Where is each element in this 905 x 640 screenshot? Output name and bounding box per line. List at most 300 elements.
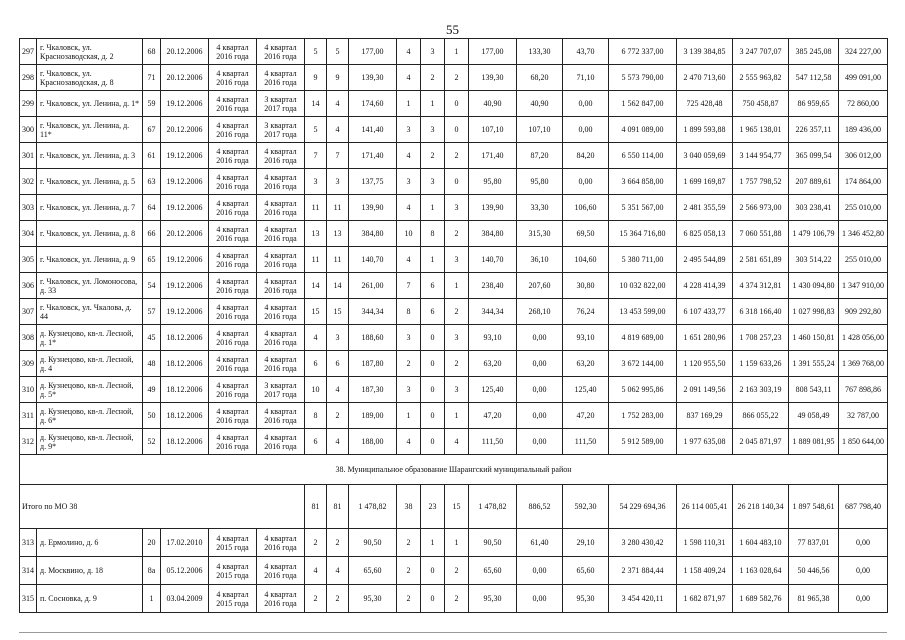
year-cell: 61 [143, 143, 161, 169]
value-cell: 11 [327, 247, 349, 273]
total-cell: 687 798,40 [839, 485, 888, 529]
value-cell: 2 [397, 557, 421, 585]
value-cell: 725 428,48 [677, 91, 733, 117]
row-number-cell: 314 [20, 557, 37, 585]
value-cell: 6 772 337,00 [609, 39, 677, 65]
start-term-cell: 4 квартал 2016 года [209, 91, 257, 117]
start-term-cell: 4 квартал 2015 года [209, 585, 257, 613]
date-cell: 18.12.2006 [161, 325, 209, 351]
value-cell: 10 [397, 221, 421, 247]
value-cell: 1 120 955,50 [677, 351, 733, 377]
value-cell: 1 346 452,80 [839, 221, 888, 247]
value-cell: 95,80 [469, 169, 517, 195]
value-cell: 140,70 [469, 247, 517, 273]
address-cell: д. Кузнецово, кв-л. Лесной, д. 9* [37, 429, 143, 455]
table-row [20, 273, 888, 299]
value-cell: 7 [305, 143, 327, 169]
value-cell: 2 [445, 65, 469, 91]
value-cell: 4 [397, 39, 421, 65]
value-cell: 6 550 114,00 [609, 143, 677, 169]
value-cell: 207,60 [517, 273, 563, 299]
year-cell: 68 [143, 39, 161, 65]
row-number-cell: 299 [20, 91, 37, 117]
value-cell: 3 [397, 325, 421, 351]
value-cell: 255 010,00 [839, 195, 888, 221]
value-cell: 7 060 551,88 [733, 221, 789, 247]
year-cell: 59 [143, 91, 161, 117]
value-cell: 1 027 998,83 [789, 299, 839, 325]
value-cell: 2 495 544,89 [677, 247, 733, 273]
value-cell: 1 158 409,24 [677, 557, 733, 585]
value-cell: 95,30 [563, 585, 609, 613]
value-cell: 68,20 [517, 65, 563, 91]
value-cell: 0 [445, 117, 469, 143]
value-cell: 315,30 [517, 221, 563, 247]
value-cell: 4 [327, 557, 349, 585]
table-row [20, 169, 888, 195]
value-cell: 10 032 822,00 [609, 273, 677, 299]
start-term-cell: 4 квартал 2016 года [209, 143, 257, 169]
end-term-cell: 4 квартал 2016 года [257, 429, 305, 455]
value-cell: 2 581 651,89 [733, 247, 789, 273]
row-number-cell: 308 [20, 325, 37, 351]
value-cell: 7 [327, 143, 349, 169]
value-cell: 177,00 [349, 39, 397, 65]
table-row [20, 377, 888, 403]
start-term-cell: 4 квартал 2016 года [209, 221, 257, 247]
value-cell: 177,00 [469, 39, 517, 65]
value-cell: 8 [397, 299, 421, 325]
start-term-cell: 4 квартал 2016 года [209, 65, 257, 91]
value-cell: 1 682 871,97 [677, 585, 733, 613]
year-cell: 64 [143, 195, 161, 221]
value-cell: 174,60 [349, 91, 397, 117]
year-cell: 63 [143, 169, 161, 195]
value-cell: 125,40 [563, 377, 609, 403]
table-row [20, 91, 888, 117]
start-term-cell: 4 квартал 2016 года [209, 247, 257, 273]
value-cell: 837 169,29 [677, 403, 733, 429]
value-cell: 33,30 [517, 195, 563, 221]
value-cell: 6 [421, 299, 445, 325]
value-cell: 2 [445, 143, 469, 169]
row-number-cell: 315 [20, 585, 37, 613]
value-cell: 6 107 433,77 [677, 299, 733, 325]
value-cell: 499 091,00 [839, 65, 888, 91]
value-cell: 3 [327, 325, 349, 351]
start-term-cell: 4 квартал 2016 года [209, 39, 257, 65]
row-number-cell: 310 [20, 377, 37, 403]
value-cell: 11 [305, 247, 327, 273]
value-cell: 4 [397, 429, 421, 455]
value-cell: 1 [397, 403, 421, 429]
value-cell: 306 012,00 [839, 143, 888, 169]
table-row [20, 117, 888, 143]
value-cell: 6 318 166,40 [733, 299, 789, 325]
value-cell: 384,80 [469, 221, 517, 247]
value-cell: 238,40 [469, 273, 517, 299]
value-cell: 188,60 [349, 325, 397, 351]
value-cell: 3 [445, 195, 469, 221]
value-cell: 5 [305, 117, 327, 143]
row-number-cell: 304 [20, 221, 37, 247]
value-cell: 65,60 [469, 557, 517, 585]
value-cell: 6 [305, 351, 327, 377]
value-cell: 47,20 [469, 403, 517, 429]
value-cell: 13 453 599,00 [609, 299, 677, 325]
row-number-cell: 302 [20, 169, 37, 195]
value-cell: 1 604 483,10 [733, 529, 789, 557]
value-cell: 1 965 138,01 [733, 117, 789, 143]
value-cell: 3 [445, 325, 469, 351]
value-cell: 385 245,08 [789, 39, 839, 65]
address-cell: д. Кузнецово, кв-л. Лесной, д. 5* [37, 377, 143, 403]
total-cell: 81 [327, 485, 349, 529]
value-cell: 866 055,22 [733, 403, 789, 429]
page-bottom-rule [19, 632, 887, 633]
value-cell: 0,00 [517, 403, 563, 429]
date-cell: 05.12.2006 [161, 557, 209, 585]
value-cell: 384,80 [349, 221, 397, 247]
end-term-cell: 3 квартал 2017 года [257, 117, 305, 143]
value-cell: 1 [421, 529, 445, 557]
value-cell: 5 912 589,00 [609, 429, 677, 455]
value-cell: 1 428 056,00 [839, 325, 888, 351]
value-cell: 1 159 633,26 [733, 351, 789, 377]
start-term-cell: 4 квартал 2016 года [209, 299, 257, 325]
value-cell: 77 837,01 [789, 529, 839, 557]
end-term-cell: 4 квартал 2016 года [257, 299, 305, 325]
value-cell: 2 566 973,00 [733, 195, 789, 221]
address-cell: г. Чкаловск, ул. Ленина, д. 11* [37, 117, 143, 143]
value-cell: 1 [445, 529, 469, 557]
value-cell: 255 010,00 [839, 247, 888, 273]
value-cell: 0,00 [517, 377, 563, 403]
year-cell: 50 [143, 403, 161, 429]
value-cell: 1 [445, 273, 469, 299]
end-term-cell: 4 квартал 2016 года [257, 65, 305, 91]
end-term-cell: 4 квартал 2016 года [257, 169, 305, 195]
value-cell: 10 [305, 377, 327, 403]
value-cell: 2 [327, 403, 349, 429]
value-cell: 2 [397, 351, 421, 377]
end-term-cell: 4 квартал 2016 года [257, 403, 305, 429]
value-cell: 4 [445, 429, 469, 455]
value-cell: 4 228 414,39 [677, 273, 733, 299]
value-cell: 7 [397, 273, 421, 299]
date-cell: 18.12.2006 [161, 403, 209, 429]
value-cell: 3 [305, 169, 327, 195]
row-number-cell: 307 [20, 299, 37, 325]
value-cell: 1 651 280,96 [677, 325, 733, 351]
start-term-cell: 4 квартал 2016 года [209, 325, 257, 351]
date-cell: 20.12.2006 [161, 221, 209, 247]
value-cell: 3 [397, 377, 421, 403]
row-number-cell: 298 [20, 65, 37, 91]
value-cell: 2 163 303,19 [733, 377, 789, 403]
value-cell: 750 458,87 [733, 91, 789, 117]
value-cell: 8 [421, 221, 445, 247]
value-cell: 3 [397, 117, 421, 143]
total-row [20, 485, 888, 529]
value-cell: 4 [305, 325, 327, 351]
value-cell: 1 369 768,00 [839, 351, 888, 377]
value-cell: 93,10 [563, 325, 609, 351]
start-term-cell: 4 квартал 2016 года [209, 377, 257, 403]
table-row [20, 221, 888, 247]
date-cell: 18.12.2006 [161, 429, 209, 455]
address-cell: г. Чкаловск, ул. Ленина, д. 9 [37, 247, 143, 273]
value-cell: 9 [327, 65, 349, 91]
value-cell: 140,70 [349, 247, 397, 273]
value-cell: 3 [445, 247, 469, 273]
start-term-cell: 4 квартал 2016 года [209, 169, 257, 195]
value-cell: 909 292,80 [839, 299, 888, 325]
value-cell: 71,10 [563, 65, 609, 91]
value-cell: 0 [421, 557, 445, 585]
value-cell: 95,30 [469, 585, 517, 613]
value-cell: 207 889,61 [789, 169, 839, 195]
start-term-cell: 4 квартал 2016 года [209, 273, 257, 299]
table-row [20, 247, 888, 273]
address-cell: г. Чкаловск, ул. Ленина, д. 3 [37, 143, 143, 169]
year-cell: 71 [143, 65, 161, 91]
table-row [20, 195, 888, 221]
value-cell: 344,34 [349, 299, 397, 325]
total-cell: 886,52 [517, 485, 563, 529]
value-cell: 1 347 910,00 [839, 273, 888, 299]
value-cell: 63,20 [563, 351, 609, 377]
value-cell: 0,00 [839, 557, 888, 585]
value-cell: 40,90 [469, 91, 517, 117]
year-cell: 8а [143, 557, 161, 585]
value-cell: 4 [305, 557, 327, 585]
value-cell: 2 [305, 529, 327, 557]
year-cell: 45 [143, 325, 161, 351]
value-cell: 139,90 [349, 195, 397, 221]
end-term-cell: 4 квартал 2016 года [257, 273, 305, 299]
value-cell: 226 357,11 [789, 117, 839, 143]
value-cell: 0 [421, 585, 445, 613]
value-cell: 4 [397, 143, 421, 169]
value-cell: 107,10 [517, 117, 563, 143]
total-cell: 15 [445, 485, 469, 529]
value-cell: 90,50 [469, 529, 517, 557]
value-cell: 111,50 [563, 429, 609, 455]
end-term-cell: 4 квартал 2016 года [257, 247, 305, 273]
value-cell: 1 [421, 247, 445, 273]
value-cell: 1 [421, 195, 445, 221]
value-cell: 171,40 [349, 143, 397, 169]
date-cell: 18.12.2006 [161, 351, 209, 377]
end-term-cell: 4 квартал 2016 года [257, 529, 305, 557]
value-cell: 2 [421, 143, 445, 169]
value-cell: 2 [421, 65, 445, 91]
value-cell: 36,10 [517, 247, 563, 273]
value-cell: 5 380 711,00 [609, 247, 677, 273]
value-cell: 0 [421, 429, 445, 455]
value-cell: 0 [421, 351, 445, 377]
value-cell: 3 454 420,11 [609, 585, 677, 613]
end-term-cell: 4 квартал 2016 года [257, 143, 305, 169]
value-cell: 4 [327, 377, 349, 403]
value-cell: 2 [327, 585, 349, 613]
value-cell: 1 430 094,80 [789, 273, 839, 299]
value-cell: 2 [445, 585, 469, 613]
value-cell: 65,60 [349, 557, 397, 585]
value-cell: 76,24 [563, 299, 609, 325]
date-cell: 19.12.2006 [161, 195, 209, 221]
value-cell: 87,20 [517, 143, 563, 169]
value-cell: 104,60 [563, 247, 609, 273]
value-cell: 63,20 [469, 351, 517, 377]
end-term-cell: 4 квартал 2016 года [257, 195, 305, 221]
value-cell: 50 446,56 [789, 557, 839, 585]
value-cell: 2 [445, 351, 469, 377]
value-cell: 84,20 [563, 143, 609, 169]
value-cell: 0,00 [517, 325, 563, 351]
value-cell: 2 [397, 585, 421, 613]
total-cell: 1 478,82 [469, 485, 517, 529]
value-cell: 139,90 [469, 195, 517, 221]
section-title: 38. Муниципальное образование Шарангский муниципальный район [20, 455, 888, 485]
value-cell: 11 [327, 195, 349, 221]
year-cell: 65 [143, 247, 161, 273]
value-cell: 189,00 [349, 403, 397, 429]
value-cell: 86 959,65 [789, 91, 839, 117]
value-cell: 324 227,00 [839, 39, 888, 65]
value-cell: 0,00 [517, 351, 563, 377]
start-term-cell: 4 квартал 2015 года [209, 557, 257, 585]
year-cell: 66 [143, 221, 161, 247]
address-cell: г. Чкаловск, ул. Краснозаводская, д. 2 [37, 39, 143, 65]
value-cell: 2 470 713,60 [677, 65, 733, 91]
address-cell: д. Кузнецово, кв-л. Лесной, д. 6* [37, 403, 143, 429]
housing-register-table [19, 38, 888, 613]
value-cell: 268,10 [517, 299, 563, 325]
value-cell: 2 371 884,44 [609, 557, 677, 585]
value-cell: 767 898,86 [839, 377, 888, 403]
value-cell: 2 555 963,82 [733, 65, 789, 91]
value-cell: 3 247 707,07 [733, 39, 789, 65]
end-term-cell: 4 квартал 2016 года [257, 325, 305, 351]
value-cell: 1 598 110,31 [677, 529, 733, 557]
value-cell: 141,40 [349, 117, 397, 143]
row-number-cell: 303 [20, 195, 37, 221]
value-cell: 303 238,41 [789, 195, 839, 221]
total-cell: 26 114 005,41 [677, 485, 733, 529]
value-cell: 2 [305, 585, 327, 613]
value-cell: 1 708 257,23 [733, 325, 789, 351]
value-cell: 32 787,00 [839, 403, 888, 429]
table-row [20, 529, 888, 557]
row-number-cell: 300 [20, 117, 37, 143]
total-cell: 23 [421, 485, 445, 529]
total-cell: 38 [397, 485, 421, 529]
value-cell: 0,00 [563, 117, 609, 143]
value-cell: 6 [421, 273, 445, 299]
end-term-cell: 4 квартал 2016 года [257, 39, 305, 65]
value-cell: 1 889 081,95 [789, 429, 839, 455]
total-cell: 81 [305, 485, 327, 529]
value-cell: 188,00 [349, 429, 397, 455]
value-cell: 189 436,00 [839, 117, 888, 143]
value-cell: 4 374 312,81 [733, 273, 789, 299]
value-cell: 174 864,00 [839, 169, 888, 195]
table-row [20, 585, 888, 613]
value-cell: 4 [327, 91, 349, 117]
value-cell: 15 [327, 299, 349, 325]
total-cell: 26 218 140,34 [733, 485, 789, 529]
total-cell: 54 229 694,36 [609, 485, 677, 529]
value-cell: 14 [305, 91, 327, 117]
value-cell: 0,00 [563, 91, 609, 117]
value-cell: 365 099,54 [789, 143, 839, 169]
value-cell: 111,50 [469, 429, 517, 455]
address-cell: г. Чкаловск, ул. Ленина, д. 5 [37, 169, 143, 195]
start-term-cell: 4 квартал 2016 года [209, 195, 257, 221]
value-cell: 1 [445, 403, 469, 429]
value-cell: 125,40 [469, 377, 517, 403]
value-cell: 6 [305, 429, 327, 455]
address-cell: г. Чкаловск, ул. Ленина, д. 8 [37, 221, 143, 247]
value-cell: 0 [421, 403, 445, 429]
value-cell: 5 351 567,00 [609, 195, 677, 221]
address-cell: г. Чкаловск, ул. Ленина, д. 1* [37, 91, 143, 117]
value-cell: 3 672 144,00 [609, 351, 677, 377]
row-number-cell: 305 [20, 247, 37, 273]
value-cell: 1 163 028,64 [733, 557, 789, 585]
value-cell: 90,50 [349, 529, 397, 557]
value-cell: 5 [327, 39, 349, 65]
value-cell: 187,30 [349, 377, 397, 403]
year-cell: 20 [143, 529, 161, 557]
date-cell: 20.12.2006 [161, 39, 209, 65]
value-cell: 133,30 [517, 39, 563, 65]
address-cell: д. Ермолино, д. 6 [37, 529, 143, 557]
date-cell: 19.12.2006 [161, 273, 209, 299]
address-cell: г. Чкаловск, ул. Ломоносова, д. 33 [37, 273, 143, 299]
value-cell: 11 [305, 195, 327, 221]
row-number-cell: 312 [20, 429, 37, 455]
address-cell: п. Сосновка, д. 9 [37, 585, 143, 613]
value-cell: 43,70 [563, 39, 609, 65]
date-cell: 17.02.2010 [161, 529, 209, 557]
year-cell: 54 [143, 273, 161, 299]
value-cell: 1 [445, 39, 469, 65]
value-cell: 1 [397, 91, 421, 117]
value-cell: 4 [327, 117, 349, 143]
value-cell: 187,80 [349, 351, 397, 377]
value-cell: 3 [397, 169, 421, 195]
value-cell: 8 [305, 403, 327, 429]
value-cell: 69,50 [563, 221, 609, 247]
value-cell: 1 850 644,00 [839, 429, 888, 455]
end-term-cell: 3 квартал 2017 года [257, 91, 305, 117]
table-row [20, 143, 888, 169]
value-cell: 1 752 283,00 [609, 403, 677, 429]
date-cell: 20.12.2006 [161, 117, 209, 143]
value-cell: 3 144 954,77 [733, 143, 789, 169]
value-cell: 139,30 [349, 65, 397, 91]
value-cell: 0,00 [517, 429, 563, 455]
value-cell: 1 977 635,08 [677, 429, 733, 455]
start-term-cell: 4 квартал 2015 года [209, 529, 257, 557]
date-cell: 19.12.2006 [161, 169, 209, 195]
value-cell: 0,00 [839, 529, 888, 557]
value-cell: 0,00 [839, 585, 888, 613]
value-cell: 1 689 582,76 [733, 585, 789, 613]
